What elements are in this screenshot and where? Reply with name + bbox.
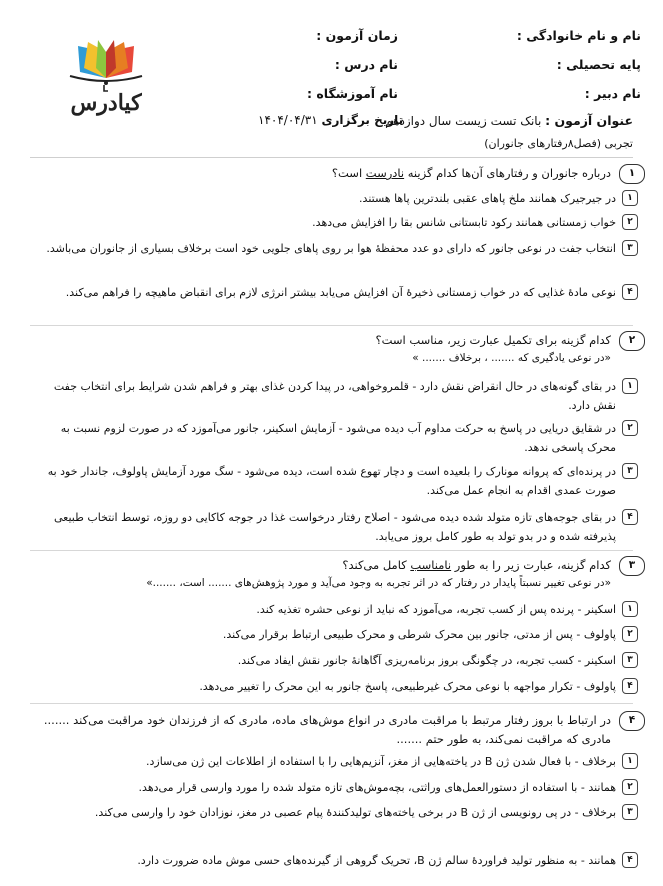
question-subtext: «در نوعی یادگیری که ....... ، برخلاف ....... » (412, 352, 611, 364)
option-number: ۲ (622, 626, 638, 642)
option-3[interactable]: ۳ در پرنده‌ای که پروانه مونارک را بلعیده است و دچار تهوع شده است، دیده می‌شود - سگ مورد آزمایش پاولوف، جاندار خود به صورت عمدی اقدام به انجام عمل می‌کند. (38, 462, 638, 500)
option-number: ۴ (622, 509, 638, 525)
question-2 (25, 331, 645, 366)
exam-title (385, 113, 633, 128)
kiadars-logo (60, 38, 152, 124)
exam-title-value: بانک تست زیست سال دوازدهم (385, 114, 542, 128)
option-4[interactable]: ۴ همانند - به منظور تولید فراوردهٔ سالم ژن B، تحریک گروهی از گیرنده‌های حسی موش ماده ضرورت دارد. (38, 851, 638, 870)
option-4[interactable]: ۴ در بقای جوجه‌های تازه متولد شده دیده می‌شود - اصلاح رفتار درخواست غذا در جوجه کاکایی دو روزه، توسط انتخاب طبیعی پذیرفته شده و در بدو تولد به طور کامل بروز می‌یابد. (38, 508, 638, 546)
question-4 (25, 711, 645, 749)
option-2[interactable]: ۲ همانند - با استفاده از دستورالعمل‌های وراثتی، بچه‌موش‌های تازه متولد شده را مورد وارسی قرار می‌دهد. (38, 778, 638, 797)
exam-date (258, 113, 403, 127)
option-number: ۱ (622, 753, 638, 769)
question-number: ۳ (619, 556, 645, 576)
option-3[interactable]: ۳ اسکینر - کسب تجربه، در چگونگی بروز برنامه‌ریزی آگاهانهٔ جانور نقش ایفاد می‌کند. (38, 651, 638, 670)
exam-subtitle: تجربی (فصل۸رفتارهای جانوران) (484, 137, 633, 150)
option-number: ۴ (622, 852, 638, 868)
option-1[interactable]: ۱ برخلاف - با فعال شدن ژن B در یاخته‌هایی از مغز، آنزیم‌هایی را با استفاده از اطلاعات این ژن می‌سازد. (38, 752, 638, 771)
question-text: کدام گزینه برای تکمیل عبارت زیر، مناسب است؟ (375, 333, 611, 347)
option-2[interactable]: ۲ پاولوف - پس از مدتی، جانور بین محرک شرطی و محرک طبیعی ارتباط برقرار می‌کند. (38, 625, 638, 644)
name-label: نام و نام خانوادگی : (516, 28, 641, 43)
header-divider (30, 157, 633, 158)
open-book-icon (60, 38, 152, 94)
option-number: ۳ (622, 463, 638, 479)
option-1[interactable]: ۱ اسکینر - پرنده پس از کسب تجربه، می‌آموزد که نباید از نوعی حشره تغذیه کند. (38, 600, 638, 619)
exam-label: عنوان آزمون : (545, 113, 633, 128)
question-number: ۱ (619, 164, 645, 184)
option-1[interactable]: ۱ در جیرجیرک همانند ملخ پاهای عقبی بلندترین پاها هستند. (38, 189, 638, 208)
option-1[interactable]: ۱ در بقای گونه‌های در حال انقراض نقش دارد - قلمروخواهی، در پیدا کردن غذای بهتر و فراهم شدن شرایط برای انتخاب جفت نقش دارد. (38, 377, 638, 415)
option-number: ۲ (622, 420, 638, 436)
question-3 (25, 556, 645, 591)
question-number: ۲ (619, 331, 645, 351)
date-label: تاریخ برگزاری (321, 113, 404, 127)
option-number: ۳ (622, 652, 638, 668)
underlined-word: نادرست (365, 166, 405, 180)
underlined-word: نامناسب (410, 558, 452, 572)
grade-label: پایه تحصیلی : (556, 57, 641, 72)
option-3[interactable]: ۳ برخلاف - در پی رونویسی از ژن B در برخی یاخته‌های تولیدکنندهٔ پیام عصبی در مغز، نوزادان خود را وارسی می‌کند. (38, 803, 638, 822)
option-number: ۳ (622, 240, 638, 256)
option-4[interactable]: ۴ نوعی مادهٔ غذایی که در خواب زمستانی ذخیرهٔ آن افزایش می‌یابد بیشتر انرژی لازم برای انقباض ماهیچه را فراهم می‌کند. (38, 283, 638, 302)
question-text: درباره جانوران و رفتارهای آن‌ها کدام گزینه نادرست است؟ (331, 166, 611, 180)
option-4[interactable]: ۴ پاولوف - تکرار مواجهه با نوعی محرک غیرطبیعی، پاسخ جانور به این محرک را تغییر می‌دهد. (38, 677, 638, 696)
option-number: ۴ (622, 284, 638, 300)
question-divider (30, 703, 633, 704)
question-text: در ارتباط با بروز رفتار مرتبط با مراقبت مادری در انواع موش‌های ماده، مادری که از فرزندان خود مراقبت می‌کند ....... مادری که مراقبت نمی‌کند، به طور حتم ....... (43, 713, 611, 746)
teacher-label: نام دبیر : (584, 86, 641, 101)
question-subtext: «در نوعی تغییر نسبتاً پایدار در رفتار که در اثر تجربه به وجود می‌آید و مورد پژوهش‌های ....... است، .......» (146, 577, 611, 589)
question-1 (25, 164, 645, 183)
date-value: ۱۴۰۴/۰۴/۳۱ (258, 113, 318, 127)
time-label: زمان آزمون : (316, 28, 398, 43)
option-number: ۲ (622, 779, 638, 795)
option-3[interactable]: ۳ انتخاب جفت در نوعی جانور که دارای دو عدد محفظهٔ هوا بر روی پاهای جلویی خود است برخلاف بسیاری از جانوران می‌باشد. (38, 239, 638, 258)
logo-text: کیادرس (70, 90, 142, 116)
question-number: ۴ (619, 711, 645, 731)
option-number: ۱ (622, 601, 638, 617)
question-text: کدام گزینه، عبارت زیر را به طور نامناسب کامل می‌کند؟ (342, 558, 611, 572)
option-2[interactable]: ۲ در شقایق دریایی در پاسخ به حرکت مداوم آب دیده می‌شود - آزمایش اسکینر، جانور می‌آموزد که در صورت لزوم نسبت به محرک پاسخی ندهد. (38, 419, 638, 457)
question-divider (30, 550, 633, 551)
option-number: ۱ (622, 190, 638, 206)
option-number: ۴ (622, 678, 638, 694)
school-label: نام آموزشگاه : (307, 86, 398, 101)
question-divider (30, 325, 633, 326)
option-number: ۳ (622, 804, 638, 820)
option-number: ۱ (622, 378, 638, 394)
option-number: ۲ (622, 214, 638, 230)
lesson-label: نام درس : (334, 57, 398, 72)
option-2[interactable]: ۲ خواب زمستانی همانند رکود تابستانی شانس بقا را افزایش می‌دهد. (38, 213, 638, 232)
